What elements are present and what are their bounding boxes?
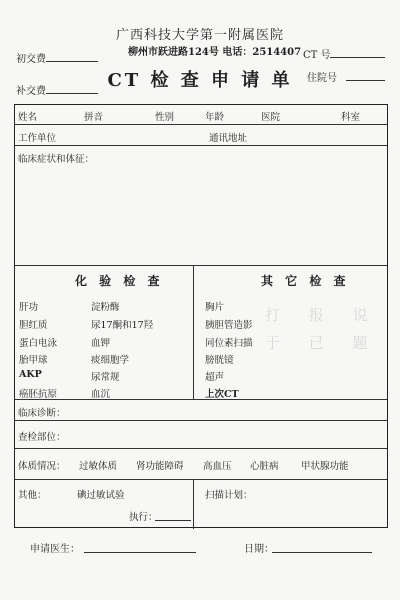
row-divider (15, 399, 387, 400)
other-test-item: 超声 (205, 372, 225, 383)
requesting-doctor-label: 申请医生： (30, 544, 80, 555)
lab-item-name: AKP (19, 369, 42, 380)
age-label: 年龄 (205, 112, 225, 123)
pinyin-label: 拼音 (84, 112, 104, 123)
lab-item-value: 血钾 (91, 338, 111, 349)
other-scan-divider (193, 479, 194, 529)
lab-other-divider (193, 265, 194, 399)
exam-site-label: 查检部位： (18, 432, 66, 443)
request-form-table (14, 104, 388, 528)
constitution-renal[interactable]: 肾功能障碍 (136, 461, 184, 472)
other-tests-title: 其 它 检 查 (261, 274, 350, 288)
constitution-heart-disease[interactable]: 心脏病 (250, 461, 279, 472)
requesting-doctor-field[interactable] (84, 552, 196, 553)
first-fee-field[interactable] (46, 61, 98, 62)
constitution-hypertension[interactable]: 高血压 (203, 461, 232, 472)
date-label: 日期： (244, 544, 274, 555)
constitution-thyroid[interactable]: 甲状腺功能 (301, 461, 349, 472)
bleed-through-line: 打 报 说 (265, 306, 380, 324)
row-divider (15, 420, 387, 421)
scan-plan-label: 扫描计划： (205, 490, 253, 501)
iodine-allergy-test: 碘过敏试验 (77, 490, 125, 501)
extra-fee-field[interactable] (46, 93, 98, 94)
lab-item-value: 尿17酮和17羟 (91, 320, 154, 331)
date-field[interactable] (272, 552, 372, 553)
lab-tests-title: 化 验 检 查 (75, 274, 164, 288)
bleed-through-text (265, 301, 385, 361)
contact-address-label: 通讯地址 (209, 133, 248, 144)
sex-label: 性别 (155, 112, 175, 123)
ct-number-label: CT 号 (303, 50, 331, 61)
lab-item-value: 淀粉酶 (91, 302, 120, 313)
lab-item-name: 胎甲球 (19, 355, 48, 366)
name-label: 姓名 (18, 112, 38, 123)
hospital-name: 广西科技大学第一附属医院 (115, 28, 284, 43)
executor-label: 执行： (129, 512, 158, 523)
row-divider (15, 265, 387, 266)
lab-item-value: 痰细胞学 (91, 355, 130, 366)
lab-item-name: 肝功 (19, 302, 39, 313)
ct-number-field[interactable] (330, 57, 385, 58)
other-label: 其他： (18, 490, 47, 501)
row-divider (15, 124, 387, 125)
other-test-item: 胸片 (205, 302, 225, 313)
form-title: CT 检 查 申 请 单 (107, 70, 293, 91)
other-test-item: 同位素扫描 (205, 338, 253, 349)
row-divider (15, 479, 387, 480)
constitution-label: 体质情况： (18, 461, 66, 472)
other-test-item: 膀胱镜 (205, 355, 234, 366)
lab-item-value: 尿常规 (91, 372, 120, 383)
inpatient-number-field[interactable] (346, 80, 385, 81)
department-label: 科室 (341, 112, 361, 123)
constitution-allergic[interactable]: 过敏体质 (79, 461, 118, 472)
inpatient-number-label: 住院号 (307, 73, 337, 84)
hospital-label: 医院 (261, 112, 281, 123)
clinical-diagnosis-label: 临床诊断： (18, 408, 66, 419)
bleed-through-line: 于 已 题 (265, 334, 380, 352)
lab-item-name: 蛋白电泳 (19, 338, 58, 349)
symptoms-label: 临床症状和体征： (18, 154, 95, 165)
first-fee-label: 初交费 (16, 54, 46, 65)
other-test-item: 上次CT (205, 389, 239, 400)
lab-item-name: 癌胚抗原 (19, 389, 58, 400)
row-divider (15, 448, 387, 449)
executor-field[interactable] (155, 520, 191, 521)
other-test-item: 胰胆管造影 (205, 320, 253, 331)
row-divider (15, 145, 387, 146)
extra-fee-label: 补交费 (16, 86, 46, 97)
lab-item-name: 胆红质 (19, 320, 48, 331)
lab-item-value: 血沉 (91, 389, 111, 400)
work-unit-label: 工作单位 (18, 133, 57, 144)
hospital-address: 柳州市跃进路124号 电话：2514407 (128, 47, 302, 58)
